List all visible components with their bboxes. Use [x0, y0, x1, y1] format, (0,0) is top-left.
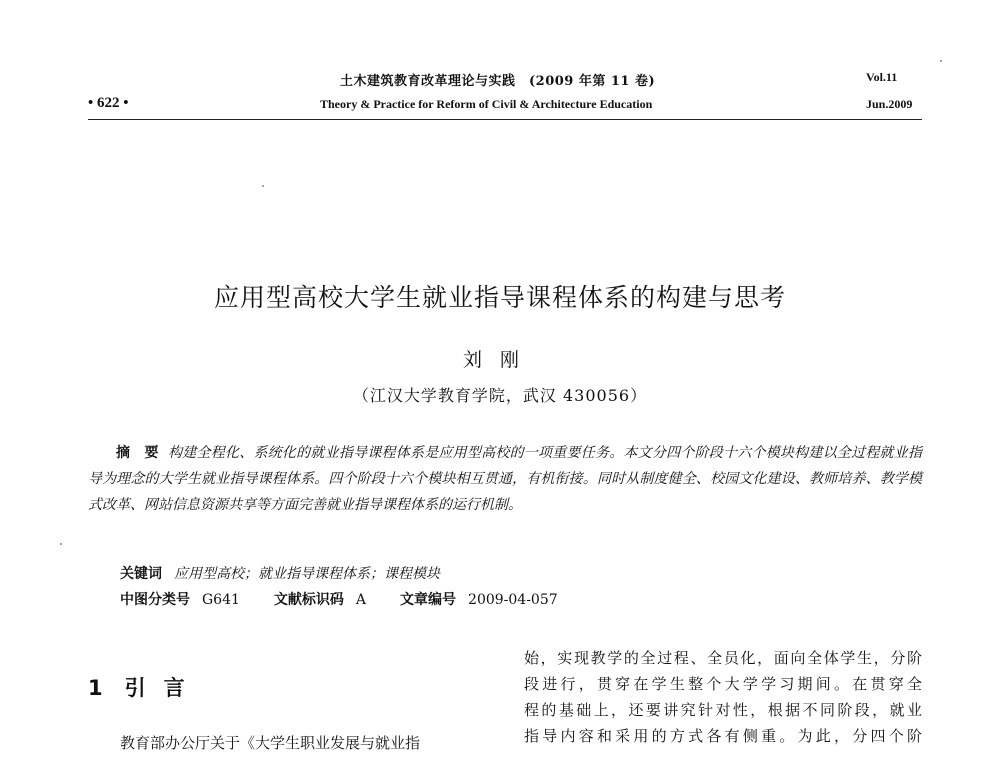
article-number-value: 2009-04-057: [468, 592, 558, 608]
abstract-label: 摘 要: [116, 445, 159, 461]
abstract: [88, 440, 922, 518]
header-rule: [88, 119, 922, 120]
doc-code-label: 文献标识码: [273, 592, 344, 608]
scan-speck: [262, 185, 264, 187]
journal-title-cn: 土木建筑教育改革理论与实践 (2009 年第 11 卷): [340, 74, 656, 89]
abstract-text: 构建全程化、系统化的就业指导课程体系是应用型高校的一项重要任务。本文分四个阶段十六个模块构建以全过程就业指导为理念的大学生就业指导课程体系。四个阶段十六个模块相互贯通，有机衔接。同时从制度健全、校园文化建设、教师培养、教学模式改革、网站信息资源共享等方面完善就业指导课程体系的运行机制。: [88, 445, 923, 513]
scan-speck: [940, 60, 942, 62]
body-line: 指导内容和采用的方式各有侧重。为此，分四个阶: [524, 727, 922, 745]
doc-code-value: A: [355, 592, 367, 608]
body-line: 段进行，贯穿在学生整个大学学习期间。在贯穿全: [524, 675, 922, 693]
page-number: • 622 •: [88, 95, 129, 111]
classification-line: [120, 589, 558, 609]
issue-date: Jun.2009: [866, 97, 913, 111]
section-number: 1: [88, 676, 103, 700]
section-heading: [88, 672, 203, 702]
left-column-text: 教育部办公厅关于《大学生职业发展与就业指: [120, 734, 421, 752]
section-title: 引言: [124, 676, 203, 700]
journal-title-en: Theory & Practice for Reform of Civil & Architecture Education: [320, 97, 653, 111]
body-line: 程的基础上，还要讲究针对性，根据不同阶段，就业: [524, 701, 922, 719]
article-number-label: 文章编号: [400, 592, 457, 608]
volume-number: Vol.11: [866, 70, 898, 84]
body-line: 始，实现教学的全过程、全员化，面向全体学生，分阶: [524, 649, 922, 667]
article-title: 应用型高校大学生就业指导课程体系的构建与思考: [213, 283, 786, 312]
clc-label: 中图分类号: [120, 592, 190, 608]
clc-value: G641: [202, 592, 240, 608]
author-affiliation: （江汉大学教育学院，武汉 430056）: [352, 386, 648, 405]
author-name: 刘刚: [462, 349, 537, 371]
keywords-label: 关键词: [120, 566, 162, 582]
scan-speck: [60, 543, 62, 545]
keywords-value: 应用型高校；就业指导课程体系；课程模块: [174, 566, 440, 582]
keywords-line: [120, 563, 440, 583]
right-column-text: [524, 645, 922, 749]
